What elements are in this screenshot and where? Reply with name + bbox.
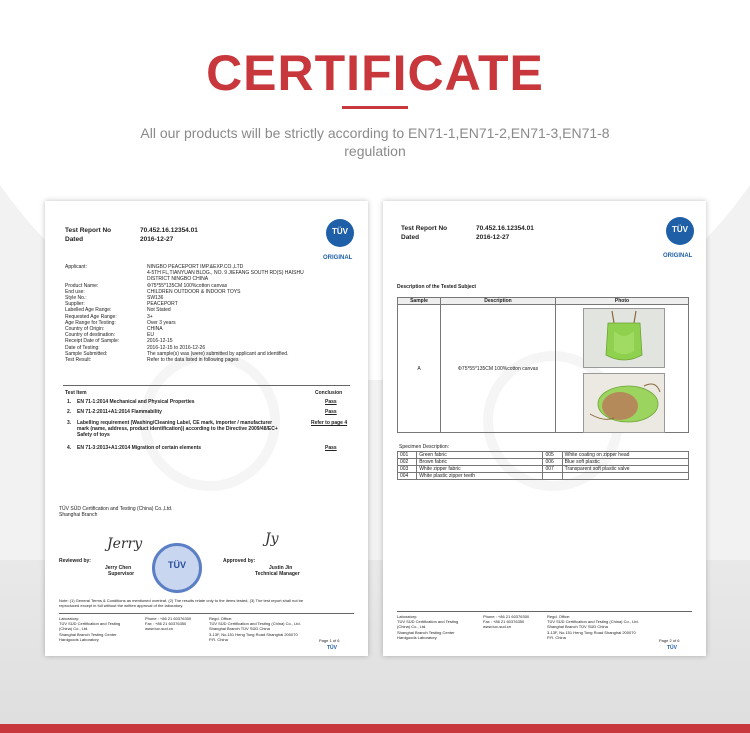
specimen-id: 007 [543,466,562,473]
footer-office: P.R. China [547,634,566,640]
field-value: PEACEPORT [147,301,178,308]
specimen-row [398,473,689,480]
sample-id: A [398,305,441,433]
specimen-desc: White coating on zipper head [562,452,688,459]
col-photo: Photo [556,298,689,305]
divider [63,385,350,386]
field-value: 2016-12-15 to 2016-12-26 [147,344,206,351]
specimen-desc: Transparent soft plastic valve [562,466,688,473]
footer-contact: Fax : +86 21 60376350 [483,619,525,625]
sample-description: Φ75*55*135CM 100%cotton canvas [441,305,556,433]
test-item-number: 3. [67,420,72,426]
test-item-result: Pass [325,409,337,415]
footer-office: P.R. China [209,636,228,642]
specimen-id: 006 [543,459,562,466]
approver-signature: Jy [265,531,279,547]
field-label: Style No.: [65,295,87,301]
field-label: Labelled Age Range: [65,307,112,314]
footer-office: Shanghai Branch TÜV SÜD China [209,626,270,632]
product-photo-flat [583,373,665,433]
note-line-1: Note: (1) General Terms & Conditions as mentioned overleaf, (2) The results relate only to the items tested, (3) The test report shall not be [59,598,304,603]
specimen-title: Specimen Description: [399,444,450,450]
col-sample: Sample [398,298,441,305]
field-value: Refer to the data listed in following pages [147,357,239,363]
field-value: Not Stated [147,307,171,314]
field-value: Φ75*55*135CM 100%cotton canvas [147,282,228,289]
footer-lab: Laboratory: [59,616,80,621]
specimen-table [397,451,689,480]
specimen-row [398,459,689,466]
footer-contact: Phone : +86 21 60376300 [483,614,530,619]
footer-office: Regd. Office: [547,614,571,619]
tuv-footer-logo: TÜV [327,645,337,651]
original-label: ORIGINAL [323,255,353,261]
field-label: Test Result: [65,357,92,363]
field-label: Requested Age Range: [65,313,117,320]
footer-lab: (China) Co., Ltd. [397,624,427,630]
field-value: The sample(s) was (were) submitted by applicant and identified. [147,350,289,357]
specimen-id: 001 [398,452,417,459]
reviewer-role: Supervisor [108,571,135,577]
approver-role: Technical Manager [255,571,300,577]
dated-label: Dated [65,236,84,243]
test-item-text: Safety of toys [77,432,110,438]
approved-by-label: Approved by: [223,558,256,564]
test-item-result: Pass [325,445,337,451]
test-item-text: EN 71-1:2014 Mechanical and Physical Properties [77,399,195,405]
footer-divider [59,613,354,614]
dated-label: Dated [401,234,420,241]
report-no-label: Test Report No [401,225,448,232]
test-item-label: Test Item [65,390,87,396]
specimen-id: 004 [398,473,417,480]
conclusion-label: Conclusion [315,390,343,396]
test-item-result: Refer to page 4 [311,420,348,426]
dated: 2016-12-27 [476,234,510,241]
field-value: SW136 [147,295,164,301]
test-item-text: EN 71-2:2011+A1:2014 Flammability [77,409,162,415]
test-item-text: EN 71-3:2013+A1:2014 Migration of certain elements [77,445,202,451]
field-label: Date of Testing: [65,344,100,351]
field-label: Age Range for Testing: [65,319,116,326]
footer-contact: www.tuv-sud.cn [145,626,174,632]
footer-office: Shanghai Branch TÜV SÜD China [547,624,608,630]
footer-lab: Shanghai Branch Testing Center [397,629,455,635]
footer-office: TÜV SÜD Certification and Testing (China) Co., Ltd. [547,619,639,625]
specimen-desc: Brown fabric [417,459,543,466]
original-label: ORIGINAL [663,253,693,259]
field-value: CHINA [147,326,163,332]
note-line-2: reproduced except in full without the written approval of the laboratory. [59,603,184,608]
field-label: Country of destination: [65,332,116,339]
specimen-id: 003 [398,466,417,473]
footer-contact: Fax : +86 21 60376350 [145,621,187,627]
footer-office: 3-13F, No.151 Heng Tong Road Shanghai 200070 [547,629,636,635]
test-item-number: 4. [67,445,72,451]
reviewer-name: Jerry Chen [105,565,132,571]
specimen-row [398,452,689,459]
footer-lab: Hardgoods Laboratory [397,634,437,640]
footer-divider [397,611,692,612]
specimen-id: 005 [543,452,562,459]
specimen-desc [562,473,688,480]
test-item-text: mark (name, address, product identification)) according to the Directive 2009/48/EC+ [77,426,278,432]
certificate-page-2 [383,201,706,656]
field-value: 2016-12-15 [147,338,173,345]
reviewer-signature: Jerry [107,536,143,552]
certificate-page-1 [45,201,368,656]
report-no: 70.452.16.12354.01 [476,225,534,232]
tuv-logo-icon: TÜV [326,219,354,247]
section-title: Description of the Tested Subject [397,284,477,290]
specimen-row [398,466,689,473]
field-value: CHILDREN OUTDOOR & INDOOR TOYS [147,288,241,295]
tuv-logo-icon: TÜV [666,217,694,245]
specimen-desc: White zipper fabric [417,466,543,473]
field-value: NINGBO PEACEPORT IMP.&EXP.CO.,LTD [147,264,244,270]
page-subtitle: All our products will be strictly according to EN71-1,EN71-2,EN71-3,EN71-8 regulation [140,125,610,159]
footer-lab: TÜV SÜD Certification and Testing [397,619,459,625]
tuv-footer-logo: TÜV [667,645,677,651]
approver-name: Justin Jin [269,565,293,571]
test-item-number: 2. [67,409,72,415]
specimen-desc: Blue soft plastic [562,459,688,466]
footer-lab: Laboratory: [397,614,418,619]
tuv-stamp-icon: TÜV [152,543,202,593]
specimen-id [543,473,562,480]
page-title: CERTIFICATE [206,45,544,101]
field-value: EU [147,332,154,339]
footer-lab: Hardgoods Laboratory [59,636,99,642]
footer-lab: Shanghai Branch Testing Center [59,631,117,637]
dated: 2016-12-27 [140,236,174,243]
field-value: 3+ [147,313,153,320]
footer-office: TÜV SÜD Certification and Testing (China) Co., Ltd. [209,621,301,627]
issuer: TÜV SÜD Certification and Testing (China) Co.,Ltd. [59,506,173,512]
field-value: 4-5TH FL,TIANYUAN BLDG., NO. 9 JIEFANG SOUTH RD(S) HAISHU [147,270,304,277]
bottom-accent-bar [0,724,750,733]
test-item-result: Pass [325,399,337,405]
col-description: Description [441,298,556,305]
field-label: Applicant: [65,264,87,270]
field-label: End use: [65,288,85,295]
reviewed-by-label: Reviewed by: [59,558,91,564]
footer-contact: www.tuv-sud.cn [483,624,512,630]
page-number: Page 1 of 6 [319,638,340,643]
field-label: Product Name: [65,282,99,289]
issuer-branch: Shanghai Branch [59,512,98,518]
field-value: DISTRICT NINGBO CHINA [147,276,209,283]
page-number: Page 2 of 6 [659,638,680,643]
report-no: 70.452.16.12354.01 [140,227,198,234]
footer-office: 3-13F, No.151 Heng Tong Road Shanghai 200070 [209,631,298,637]
field-label: Sample Submitted: [65,350,108,357]
footer-lab: TÜV SÜD Certification and Testing [59,621,121,627]
specimen-desc: White plastic zipper teeth [417,473,543,480]
specimen-id: 002 [398,459,417,466]
field-label: Supplier: [65,301,85,308]
field-label: Country of Origin: [65,326,105,332]
report-no-label: Test Report No [65,227,112,234]
title-underline [342,106,408,109]
field-label: Receipt Date of Sample: [65,338,120,345]
footer-office: Regd. Office: [209,616,233,621]
footer-lab: (China) Co., Ltd. [59,626,89,632]
test-item-number: 1. [67,399,72,405]
test-item-text: Labelling requirement (Washing/Cleaning Label, CE mark, importer / manufacturer [77,420,273,426]
field-value: Over 3 years [147,319,176,326]
footer-contact: Phone : +86 21 60376300 [145,616,192,621]
specimen-desc: Green fabric [417,452,543,459]
product-photo-hanging [583,308,665,368]
